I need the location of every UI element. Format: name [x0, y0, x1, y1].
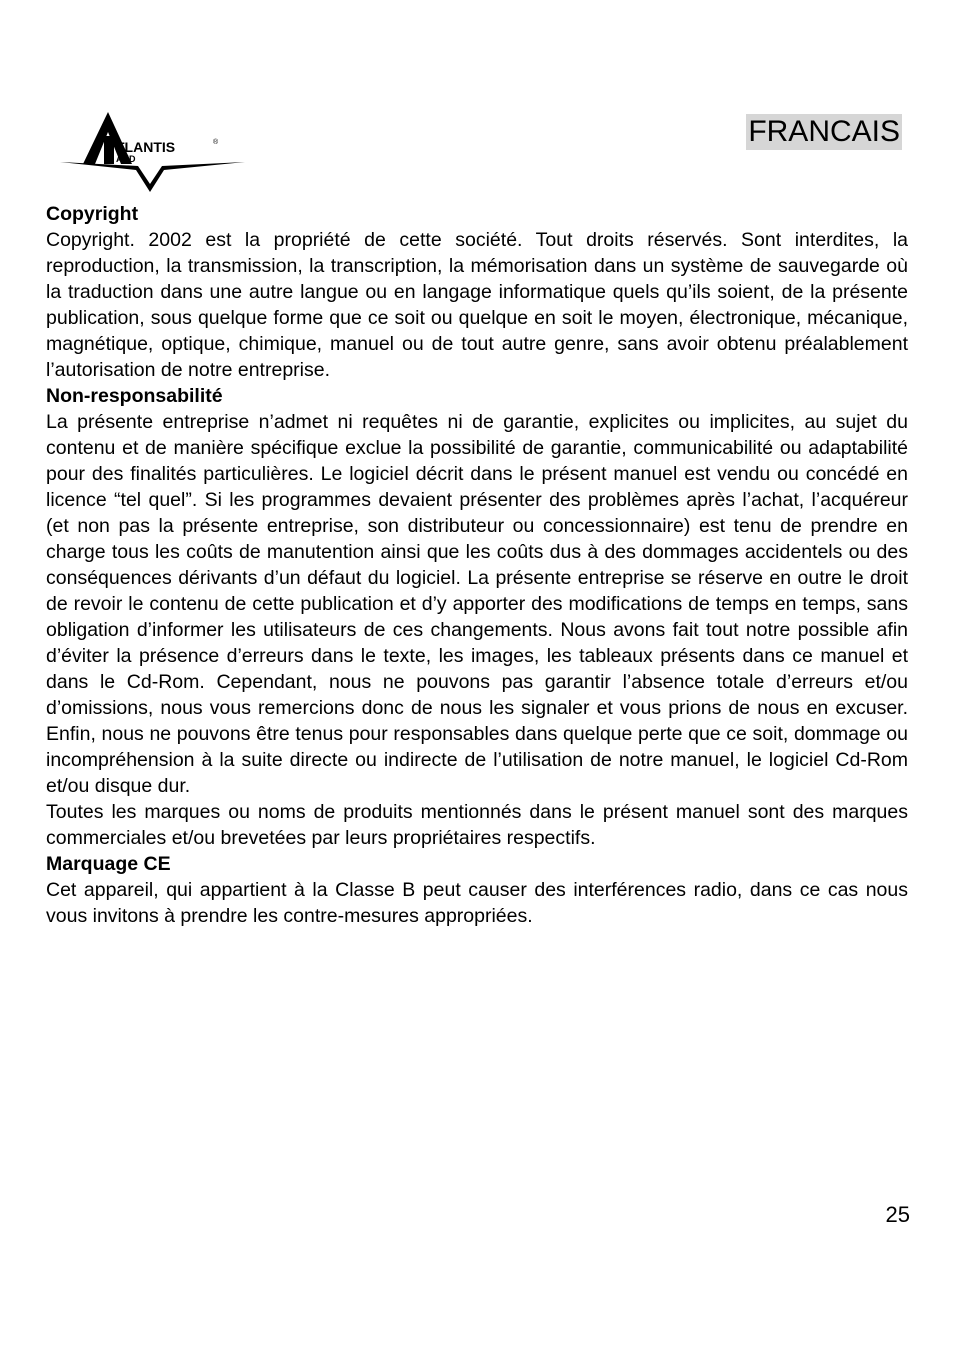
logo-text: TLANTIS	[116, 139, 176, 155]
atlantis-land-logo-icon	[50, 108, 250, 198]
copyright-paragraph: Copyright. 2002 est la propriété de cette société. Tout droits réservés. Sont interdites, la reproduction, la transmission, la transcription, la mémorisation dans un système de sauvegarde où la traduction dans une autre langue ou en langage informatique quels qu’ils soient, de la présente publication, sous quelque forme que ce soit ou quelque en soit le moyen, électronique, mécanique, magnétique, optique, chimique, manuel ou de tout autre genre, sans avoir obtenu préalablement l’autorisation de notre entreprise.	[46, 229, 908, 381]
document-body	[46, 201, 908, 929]
section-heading-disclaimer: Non-responsabilité	[46, 385, 223, 407]
language-label: FRANCAIS	[748, 115, 900, 148]
trademarks-paragraph: Toutes les marques ou noms de produits mentionnés dans le présent manuel sont des marques commerciales et/ou brevetées par leurs propriétaires respectifs.	[46, 801, 908, 849]
logo-subtext: AND	[116, 154, 136, 164]
ce-marking-paragraph: Cet appareil, qui appartient à la Classe B peut causer des interférences radio, dans ce cas nous vous invitons à prendre les contre-mesures appropriées.	[46, 879, 908, 927]
disclaimer-paragraph: La présente entreprise n’admet ni requêtes ni de garantie, explicites ou implicites, au sujet du contenu et de manière spécifique exclue la possibilité de garantie, communicabilité ou adaptabilité pour des finalités particulières. Le logiciel décrit dans le présent manuel est vendu ou concédé en licence “tel quel”. Si les programmes devaient présenter des problèmes après l’achat, l’acquéreur (et non pas la présente entreprise, son distributeur ou concessionnaire) est tenu de prendre en charge tous les coûts de manutention ainsi que les coûts dus à des dommages accidentels ou des conséquences dérivants d’un défaut du logiciel. La présente entreprise se réserve en outre le droit de revoir le contenu de cette publication et d’y apporter des modifications de temps en temps, sans obligation d’informer les utilisateurs de ces changements. Nous avons fait tout notre possible afin d’éviter la présence d’erreurs dans le texte, les images, les tableaux présents dans ce manuel et dans le Cd-Rom. Cependant, nous ne pouvons pas garantir l’absence totale d’erreurs et/ou d’omissions, nous vous remercions donc de nous les signaler et vous prions de nous en excuser. Enfin, nous ne pouvons être tenus pour responsables dans quelque perte que ce soit, dommage ou incompréhension à la suite directe ou indirecte de l’utilisation de notre manuel, le logiciel Cd-Rom et/ou disque dur.	[46, 411, 908, 797]
logo-registered-mark: ®	[213, 139, 219, 146]
section-heading-copyright: Copyright	[46, 203, 139, 225]
page-number: 25	[885, 1202, 910, 1227]
section-heading-ce-marking: Marquage CE	[46, 853, 171, 875]
